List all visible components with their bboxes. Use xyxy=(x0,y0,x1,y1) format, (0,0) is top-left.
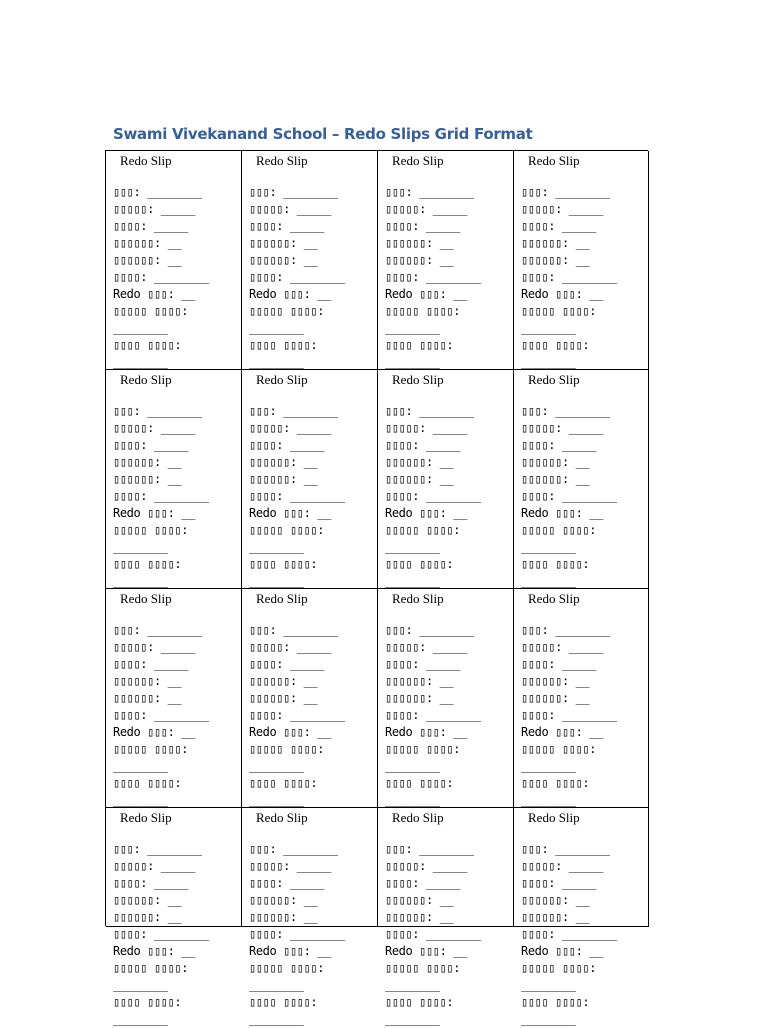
slip-field: ________ xyxy=(385,978,440,992)
slip-field: ▯▯▯: ________ xyxy=(521,842,610,856)
slip-field: ▯▯▯▯▯▯: __ xyxy=(521,472,590,486)
slip-spacer xyxy=(521,388,648,403)
slip-field: ▯▯▯▯▯▯: __ xyxy=(385,691,454,705)
slip-field: ▯▯▯▯▯ ▯▯▯▯: xyxy=(249,742,325,756)
slip-heading: Redo Slip xyxy=(528,810,580,825)
redo-slip xyxy=(514,370,649,589)
slip-field: ▯▯▯▯ ▯▯▯▯: xyxy=(385,338,454,352)
slip-field: ________ xyxy=(385,759,440,773)
redo-slip xyxy=(514,808,649,1026)
slip-field: ▯▯▯▯▯: _____ xyxy=(385,421,467,435)
slip-field: ▯▯▯▯▯ ▯▯▯▯: xyxy=(113,961,189,975)
slip-field: ▯▯▯▯▯: _____ xyxy=(113,640,195,654)
slip-field: ________ xyxy=(249,793,304,807)
slip-field: ▯▯▯▯▯: _____ xyxy=(385,859,467,873)
redo-slip xyxy=(378,151,514,370)
slip-field: ▯▯▯▯: _____ xyxy=(249,657,325,671)
slip-field: ________ xyxy=(113,574,168,588)
slip-field: ▯▯▯▯▯▯: __ xyxy=(113,455,182,469)
slip-field: ▯▯▯▯▯ ▯▯▯▯: xyxy=(385,961,461,975)
slip-field: ▯▯▯▯ ▯▯▯▯: xyxy=(113,995,182,1009)
slip-field: Redo ▯▯▯: __ xyxy=(385,944,467,958)
slip-spacer xyxy=(521,169,648,184)
slip-field: ▯▯▯▯▯▯: __ xyxy=(385,472,454,486)
slip-field: ▯▯▯▯▯▯: __ xyxy=(113,674,182,688)
slip-heading: Redo Slip xyxy=(256,810,308,825)
slip-field: ▯▯▯▯▯ ▯▯▯▯: xyxy=(249,523,325,537)
slip-field: ▯▯▯▯▯ ▯▯▯▯: xyxy=(249,304,325,318)
slip-field: ▯▯▯: ________ xyxy=(249,623,338,637)
slip-field: ________ xyxy=(521,540,576,554)
redo-slip xyxy=(106,808,242,1026)
slip-field: ▯▯▯▯: ________ xyxy=(521,927,617,941)
slip-field: Redo ▯▯▯: __ xyxy=(385,725,467,739)
slip-field: ▯▯▯: ________ xyxy=(113,404,202,418)
slip-field: ▯▯▯▯▯▯: __ xyxy=(385,236,454,250)
slip-field: ▯▯▯▯▯▯: __ xyxy=(385,893,454,907)
slip-field: ▯▯▯▯▯: _____ xyxy=(113,421,195,435)
slip-field: ________ xyxy=(521,1012,576,1026)
slip-field: ________ xyxy=(385,355,440,369)
slip-spacer xyxy=(249,826,377,841)
slip-field: ▯▯▯▯▯▯: __ xyxy=(249,893,318,907)
slip-field: Redo ▯▯▯: __ xyxy=(113,287,195,301)
redo-slip xyxy=(106,589,242,808)
slip-field: ▯▯▯▯▯: _____ xyxy=(249,859,331,873)
slip-field: ________ xyxy=(249,978,304,992)
slip-field: Redo ▯▯▯: __ xyxy=(521,506,603,520)
slip-spacer xyxy=(385,169,513,184)
slip-field: ▯▯▯▯▯: _____ xyxy=(249,202,331,216)
slip-field: ▯▯▯▯▯ ▯▯▯▯: xyxy=(521,523,597,537)
slip-heading: Redo Slip xyxy=(120,591,172,606)
slip-field: ________ xyxy=(385,540,440,554)
slip-field: ▯▯▯▯▯▯: __ xyxy=(249,472,318,486)
slip-field: ▯▯▯▯: _____ xyxy=(249,876,325,890)
slip-field: ▯▯▯▯▯▯: __ xyxy=(249,455,318,469)
slip-field: ________ xyxy=(249,355,304,369)
slip-field: ▯▯▯: ________ xyxy=(249,404,338,418)
slip-field: ▯▯▯▯: ________ xyxy=(113,489,209,503)
slip-spacer xyxy=(249,169,377,184)
slip-field: ▯▯▯▯▯▯: __ xyxy=(521,893,590,907)
slip-field: ________ xyxy=(113,355,168,369)
slip-field: ▯▯▯▯▯▯: __ xyxy=(113,893,182,907)
slip-field: ▯▯▯▯▯: _____ xyxy=(249,640,331,654)
redo-slip xyxy=(106,370,242,589)
slip-spacer xyxy=(385,607,513,622)
slip-field: ▯▯▯▯: _____ xyxy=(113,219,189,233)
slip-field: ▯▯▯: ________ xyxy=(249,185,338,199)
slip-field: ▯▯▯▯▯▯: __ xyxy=(521,910,590,924)
slip-field: ▯▯▯▯▯▯: __ xyxy=(113,472,182,486)
slip-field: ▯▯▯▯: ________ xyxy=(113,708,209,722)
slip-field: ▯▯▯▯ ▯▯▯▯: xyxy=(385,995,454,1009)
slip-heading: Redo Slip xyxy=(120,372,172,387)
slip-spacer xyxy=(249,607,377,622)
slip-field: ▯▯▯▯▯▯: __ xyxy=(385,253,454,267)
slip-field: ▯▯▯▯ ▯▯▯▯: xyxy=(113,557,182,571)
slip-field: ________ xyxy=(249,574,304,588)
slip-field: ▯▯▯▯: ________ xyxy=(113,270,209,284)
slip-field: ▯▯▯▯▯▯: __ xyxy=(385,455,454,469)
slip-field: ________ xyxy=(521,978,576,992)
slip-heading: Redo Slip xyxy=(256,591,308,606)
slip-spacer xyxy=(385,826,513,841)
slip-field: ▯▯▯▯▯: _____ xyxy=(521,202,603,216)
slip-field: Redo ▯▯▯: __ xyxy=(113,944,195,958)
slip-field: ▯▯▯▯▯▯: __ xyxy=(521,253,590,267)
redo-slip xyxy=(242,151,378,370)
slip-field: ▯▯▯▯▯ ▯▯▯▯: xyxy=(521,304,597,318)
slip-spacer xyxy=(113,388,241,403)
redo-slip xyxy=(378,808,514,1026)
slip-field: ▯▯▯▯: _____ xyxy=(521,876,597,890)
slip-field: ▯▯▯▯ ▯▯▯▯: xyxy=(249,338,318,352)
slip-heading: Redo Slip xyxy=(392,372,444,387)
slip-field: Redo ▯▯▯: __ xyxy=(249,287,331,301)
slip-field: ▯▯▯▯ ▯▯▯▯: xyxy=(521,557,590,571)
slip-field: ________ xyxy=(249,1012,304,1026)
slip-field: ▯▯▯▯: _____ xyxy=(249,438,325,452)
slip-field: ▯▯▯▯ ▯▯▯▯: xyxy=(249,557,318,571)
slip-field: ▯▯▯▯: _____ xyxy=(113,438,189,452)
slip-field: ▯▯▯▯ ▯▯▯▯: xyxy=(249,776,318,790)
slip-field: ▯▯▯: ________ xyxy=(521,623,610,637)
slip-field: ▯▯▯▯: _____ xyxy=(385,876,461,890)
slip-field: ▯▯▯▯▯: _____ xyxy=(521,640,603,654)
redo-slip xyxy=(242,589,378,808)
slip-field: ▯▯▯▯ ▯▯▯▯: xyxy=(249,995,318,1009)
slip-field: ▯▯▯▯▯▯: __ xyxy=(521,455,590,469)
slip-field: ▯▯▯▯ ▯▯▯▯: xyxy=(521,338,590,352)
slip-field: ▯▯▯▯▯ ▯▯▯▯: xyxy=(385,523,461,537)
slip-field: ▯▯▯▯: ________ xyxy=(249,489,345,503)
slip-field: ▯▯▯▯▯▯: __ xyxy=(521,691,590,705)
slip-field: ▯▯▯: ________ xyxy=(249,842,338,856)
slip-field: ▯▯▯▯▯▯: __ xyxy=(249,910,318,924)
slip-heading: Redo Slip xyxy=(392,153,444,168)
slip-field: ▯▯▯▯▯▯: __ xyxy=(113,253,182,267)
slip-field: ▯▯▯▯ ▯▯▯▯: xyxy=(385,557,454,571)
slip-field: ________ xyxy=(521,321,576,335)
slip-field: ________ xyxy=(249,321,304,335)
slip-field: ▯▯▯▯: _____ xyxy=(521,219,597,233)
slip-heading: Redo Slip xyxy=(120,810,172,825)
slip-field: ________ xyxy=(113,793,168,807)
slip-field: ________ xyxy=(113,321,168,335)
slip-field: ________ xyxy=(113,540,168,554)
slip-heading: Redo Slip xyxy=(392,591,444,606)
slip-field: ________ xyxy=(521,759,576,773)
slip-field: Redo ▯▯▯: __ xyxy=(521,287,603,301)
slip-field: ▯▯▯▯: ________ xyxy=(521,708,617,722)
slip-field: ▯▯▯▯ ▯▯▯▯: xyxy=(521,776,590,790)
slip-field: ▯▯▯▯: _____ xyxy=(521,438,597,452)
slip-field: ▯▯▯▯▯▯: __ xyxy=(521,236,590,250)
slip-field: ▯▯▯▯▯▯: __ xyxy=(249,253,318,267)
slip-field: ▯▯▯▯: _____ xyxy=(113,876,189,890)
slip-spacer xyxy=(521,607,648,622)
slip-field: ▯▯▯▯▯▯: __ xyxy=(385,674,454,688)
slip-field: ▯▯▯▯▯ ▯▯▯▯: xyxy=(521,961,597,975)
slip-field: ▯▯▯▯: ________ xyxy=(385,927,481,941)
slip-field: ▯▯▯▯: ________ xyxy=(249,708,345,722)
slip-field: ▯▯▯: ________ xyxy=(113,185,202,199)
slip-field: ▯▯▯▯▯ ▯▯▯▯: xyxy=(385,742,461,756)
redo-slip xyxy=(242,370,378,589)
slip-field: Redo ▯▯▯: __ xyxy=(385,287,467,301)
slip-field: ________ xyxy=(113,978,168,992)
slip-field: ▯▯▯▯: _____ xyxy=(385,219,461,233)
slip-field: ▯▯▯▯: _____ xyxy=(113,657,189,671)
slip-field: ▯▯▯▯▯▯: __ xyxy=(113,910,182,924)
slip-spacer xyxy=(113,169,241,184)
redo-slip xyxy=(378,370,514,589)
slip-field: ▯▯▯: ________ xyxy=(521,185,610,199)
slip-field: ▯▯▯▯: ________ xyxy=(521,270,617,284)
slip-heading: Redo Slip xyxy=(528,591,580,606)
slip-field: ▯▯▯▯▯▯: __ xyxy=(249,691,318,705)
slip-field: ▯▯▯: ________ xyxy=(113,623,202,637)
slip-field: ________ xyxy=(385,574,440,588)
slip-field: ▯▯▯▯: _____ xyxy=(385,438,461,452)
slip-field: Redo ▯▯▯: __ xyxy=(249,944,331,958)
slip-spacer xyxy=(113,826,241,841)
slip-field: ▯▯▯▯ ▯▯▯▯: xyxy=(113,776,182,790)
slip-spacer xyxy=(521,826,648,841)
slip-field: ▯▯▯: ________ xyxy=(385,842,474,856)
slip-field: ▯▯▯▯▯▯: __ xyxy=(113,691,182,705)
slip-heading: Redo Slip xyxy=(528,153,580,168)
slip-heading: Redo Slip xyxy=(256,372,308,387)
slip-field: ▯▯▯: ________ xyxy=(385,404,474,418)
slip-spacer xyxy=(385,388,513,403)
slip-field: ▯▯▯▯: ________ xyxy=(249,270,345,284)
slip-field: ▯▯▯▯: ________ xyxy=(521,489,617,503)
slip-field: ▯▯▯▯▯ ▯▯▯▯: xyxy=(113,523,189,537)
slip-field: ________ xyxy=(249,759,304,773)
slip-field: ▯▯▯▯: ________ xyxy=(385,270,481,284)
slip-field: Redo ▯▯▯: __ xyxy=(113,506,195,520)
slip-field: ________ xyxy=(113,1012,168,1026)
redo-slip xyxy=(106,151,242,370)
slip-field: Redo ▯▯▯: __ xyxy=(385,506,467,520)
slip-field: ▯▯▯▯ ▯▯▯▯: xyxy=(113,338,182,352)
redo-slip xyxy=(242,808,378,1026)
slip-field: ▯▯▯▯: _____ xyxy=(249,219,325,233)
slip-field: ▯▯▯▯: _____ xyxy=(521,657,597,671)
slip-field: ________ xyxy=(385,321,440,335)
slip-field: ________ xyxy=(385,1012,440,1026)
slip-field: ▯▯▯▯▯: _____ xyxy=(385,202,467,216)
slip-field: ▯▯▯▯: ________ xyxy=(385,489,481,503)
slip-field: ▯▯▯▯▯▯: __ xyxy=(113,236,182,250)
slip-field: ▯▯▯▯▯ ▯▯▯▯: xyxy=(385,304,461,318)
slip-field: ▯▯▯: ________ xyxy=(385,185,474,199)
slip-field: ▯▯▯: ________ xyxy=(521,404,610,418)
slip-field: ▯▯▯▯▯ ▯▯▯▯: xyxy=(521,742,597,756)
slip-field: ▯▯▯▯▯ ▯▯▯▯: xyxy=(249,961,325,975)
slip-field: ▯▯▯▯▯▯: __ xyxy=(521,674,590,688)
slip-heading: Redo Slip xyxy=(528,372,580,387)
slip-field: Redo ▯▯▯: __ xyxy=(249,506,331,520)
slip-field: ▯▯▯▯▯▯: __ xyxy=(385,910,454,924)
slip-field: ▯▯▯▯: _____ xyxy=(385,657,461,671)
slip-field: Redo ▯▯▯: __ xyxy=(521,725,603,739)
slip-field: Redo ▯▯▯: __ xyxy=(521,944,603,958)
redo-slip xyxy=(514,589,649,808)
slip-field: ▯▯▯▯▯: _____ xyxy=(249,421,331,435)
slip-grid xyxy=(105,150,648,1026)
slip-field: ________ xyxy=(521,355,576,369)
slip-field: ▯▯▯▯▯: _____ xyxy=(113,202,195,216)
slip-field: ▯▯▯▯▯ ▯▯▯▯: xyxy=(113,304,189,318)
slip-field: ________ xyxy=(113,759,168,773)
slip-field: Redo ▯▯▯: __ xyxy=(113,725,195,739)
slip-field: ▯▯▯▯▯ ▯▯▯▯: xyxy=(113,742,189,756)
redo-slip xyxy=(378,589,514,808)
slip-field: ▯▯▯: ________ xyxy=(385,623,474,637)
slip-field: Redo ▯▯▯: __ xyxy=(249,725,331,739)
slip-spacer xyxy=(113,607,241,622)
slip-heading: Redo Slip xyxy=(392,810,444,825)
page-title: Swami Vivekanand School – Redo Slips Grid Format xyxy=(113,125,533,143)
slip-field: ________ xyxy=(521,574,576,588)
slip-field: ________ xyxy=(521,793,576,807)
slip-heading: Redo Slip xyxy=(120,153,172,168)
slip-heading: Redo Slip xyxy=(256,153,308,168)
redo-slip xyxy=(514,151,649,370)
slip-field: ▯▯▯: ________ xyxy=(113,842,202,856)
slip-field: ________ xyxy=(249,540,304,554)
slip-spacer xyxy=(249,388,377,403)
slip-field: ▯▯▯▯: ________ xyxy=(385,708,481,722)
slip-field: ▯▯▯▯▯: _____ xyxy=(521,859,603,873)
slip-field: ▯▯▯▯ ▯▯▯▯: xyxy=(385,776,454,790)
slip-field: ▯▯▯▯: ________ xyxy=(249,927,345,941)
slip-field: ▯▯▯▯ ▯▯▯▯: xyxy=(521,995,590,1009)
slip-field: ________ xyxy=(385,793,440,807)
slip-field: ▯▯▯▯: ________ xyxy=(113,927,209,941)
slip-field: ▯▯▯▯▯: _____ xyxy=(521,421,603,435)
slip-field: ▯▯▯▯▯▯: __ xyxy=(249,674,318,688)
slip-field: ▯▯▯▯▯: _____ xyxy=(385,640,467,654)
slip-field: ▯▯▯▯▯▯: __ xyxy=(249,236,318,250)
slip-field: ▯▯▯▯▯: _____ xyxy=(113,859,195,873)
